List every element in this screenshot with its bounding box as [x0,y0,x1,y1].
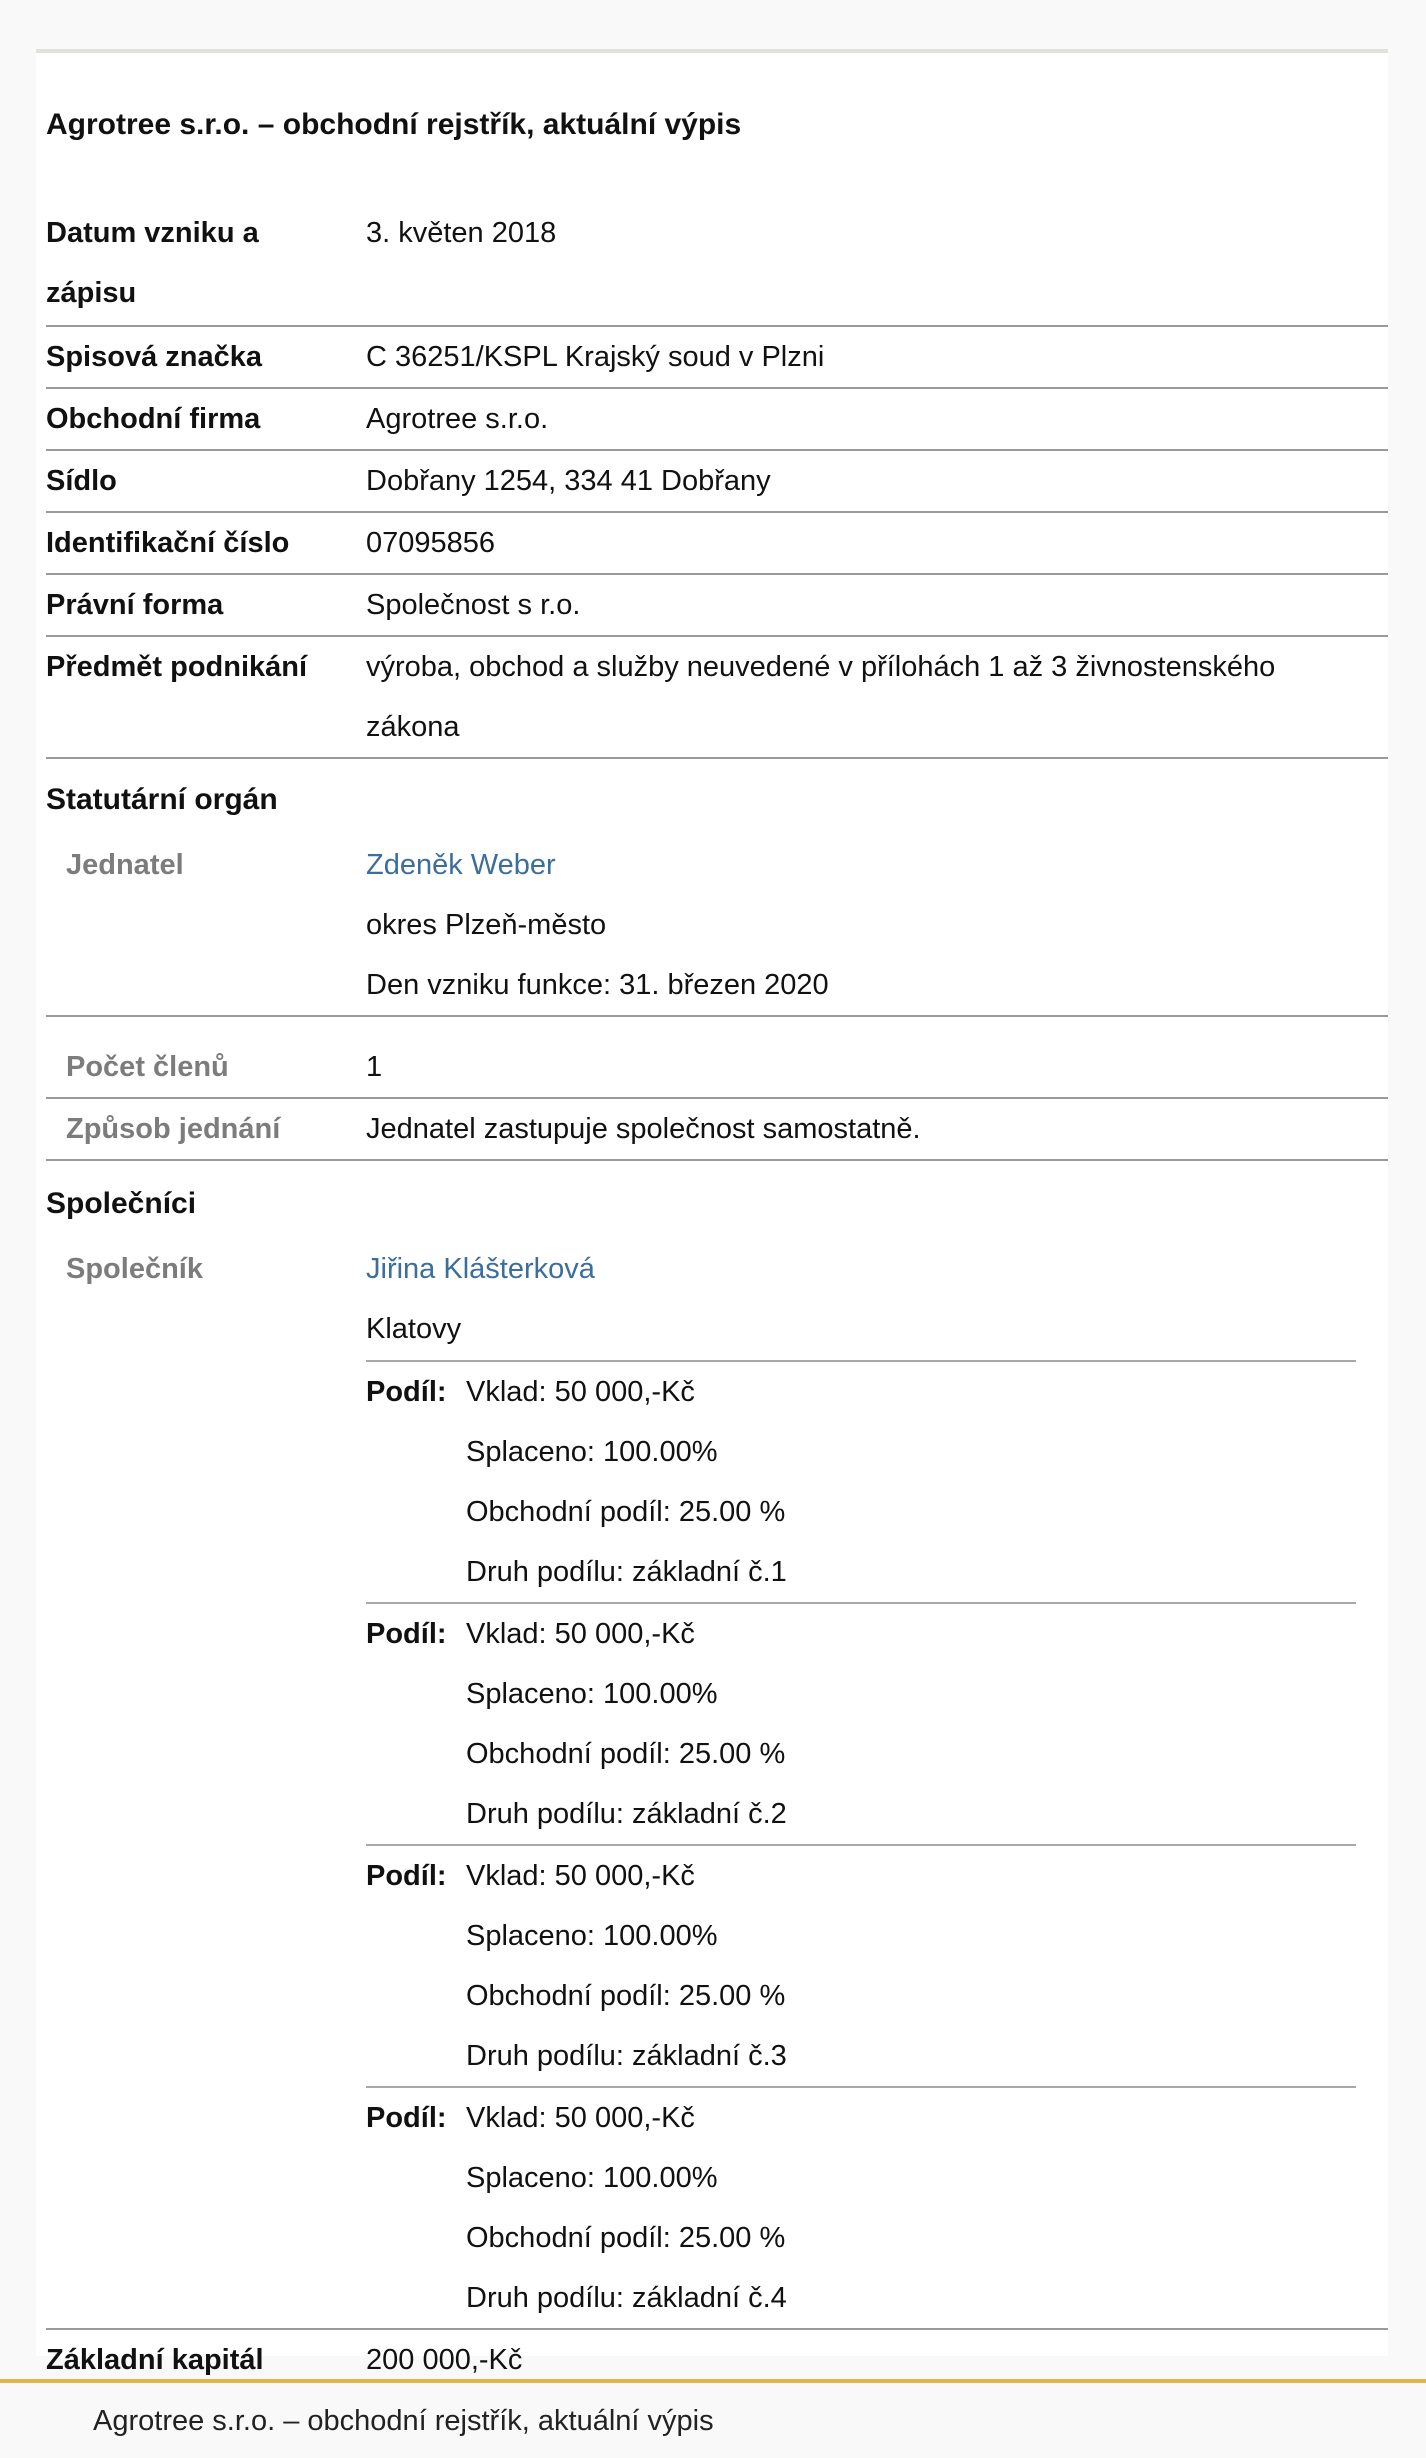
spolecnik-name-link[interactable]: Jiřina Klášterková [366,1253,595,1285]
share-obchodni-podil: Obchodní podíl: 25.00 % [466,1980,786,2012]
share-label: Podíl: [366,1376,447,1408]
label-zpusob-jednani: Způsob jednání [66,1113,281,1145]
value-ico: 07095856 [366,527,496,559]
value-obchodni-firma: Agrotree s.r.o. [366,403,549,435]
row-pravni-forma [46,575,1388,637]
row-predmet-podnikani [46,637,1388,759]
row-datum-vzniku [46,203,1388,327]
label-datum-vzniku-line1: Datum vzniku a [46,217,259,249]
value-zakladni-kapital: 200 000,-Kč [366,2344,523,2376]
label-zakladni-kapital: Základní kapitál [46,2344,264,2376]
label-datum-vzniku-line2: zápisu [46,277,137,309]
share-vklad: Vklad: 50 000,-Kč [466,1618,695,1650]
row-jednatel [46,835,1388,1017]
row-sidlo [46,451,1388,513]
share-label: Podíl: [366,1618,447,1650]
share-obchodni-podil: Obchodní podíl: 25.00 % [466,2222,786,2254]
row-ico [46,513,1388,575]
share-splaceno: Splaceno: 100.00% [466,1920,718,1952]
row-spolecnik [46,1239,1388,2329]
section-title-spolecnici: Společníci [46,1187,197,1220]
row-zpusob-jednani [46,1099,1388,1161]
share-obchodni-podil: Obchodní podíl: 25.00 % [466,1738,786,1770]
section-title-statutarni: Statutární orgán [46,783,278,816]
share-details [466,1362,787,1602]
label-spisova-znacka: Spisová značka [46,341,262,373]
share-label: Podíl: [366,2102,447,2134]
footer-title: Agrotree s.r.o. – obchodní rejstřík, aktuální výpis [93,2405,714,2437]
spolecnik-misto: Klatovy [366,1313,462,1345]
label-ico: Identifikační číslo [46,527,290,559]
share-block [366,1360,1356,1602]
share-splaceno: Splaceno: 100.00% [466,1678,718,1710]
share-druh-podilu: Druh podílu: základní č.2 [466,1798,787,1830]
jednatel-name-link[interactable]: Zdeněk Weber [366,849,556,881]
label-pocet-clenu: Počet členů [66,1051,229,1083]
share-vklad: Vklad: 50 000,-Kč [466,1376,695,1408]
row-obchodni-firma [46,389,1388,451]
value-spisova-znacka: C 36251/KSPL Krajský soud v Plzni [366,341,825,373]
row-pocet-clenu [46,1037,1388,1099]
label-spolecnik: Společník [66,1253,203,1285]
share-vklad: Vklad: 50 000,-Kč [466,2102,695,2134]
share-obchodni-podil: Obchodní podíl: 25.00 % [466,1496,786,1528]
share-druh-podilu: Druh podílu: základní č.3 [466,2040,787,2072]
share-block [366,1602,1356,1844]
page-title: Agrotree s.r.o. – obchodní rejstřík, aktuální výpis [46,108,742,141]
share-block [366,1844,1356,2086]
share-details [466,2088,787,2328]
jednatel-den-vzniku-funkce: Den vzniku funkce: 31. březen 2020 [366,969,829,1001]
share-splaceno: Splaceno: 100.00% [466,2162,718,2194]
label-sidlo: Sídlo [46,465,117,497]
label-predmet-podnikani: Předmět podnikání [46,651,308,683]
page-footer [0,2379,1426,2458]
value-pocet-clenu: 1 [366,1051,383,1083]
share-splaceno: Splaceno: 100.00% [466,1436,718,1468]
value-zpusob-jednani: Jednatel zastupuje společnost samostatně. [366,1113,921,1145]
value-pravni-forma: Společnost s r.o. [366,589,581,621]
extract-panel [36,49,1388,2376]
jednatel-okres: okres Plzeň-město [366,909,607,941]
share-details [466,1604,787,1844]
value-predmet-line2: zákona [366,711,460,743]
share-vklad: Vklad: 50 000,-Kč [466,1860,695,1892]
value-sidlo: Dobřany 1254, 334 41 Dobřany [366,465,771,497]
share-block [366,2086,1356,2328]
share-details [466,1846,787,2086]
value-datum-vzniku: 3. květen 2018 [366,217,557,249]
share-druh-podilu: Druh podílu: základní č.1 [466,1556,787,1588]
row-spisova-znacka [46,327,1388,389]
share-label: Podíl: [366,1860,447,1892]
label-pravni-forma: Právní forma [46,589,224,621]
value-predmet-line1: výroba, obchod a služby neuvedené v přílohách 1 až 3 živnostenského [366,651,1276,683]
label-obchodni-firma: Obchodní firma [46,403,261,435]
label-jednatel: Jednatel [66,849,184,881]
share-druh-podilu: Druh podílu: základní č.4 [466,2282,787,2314]
